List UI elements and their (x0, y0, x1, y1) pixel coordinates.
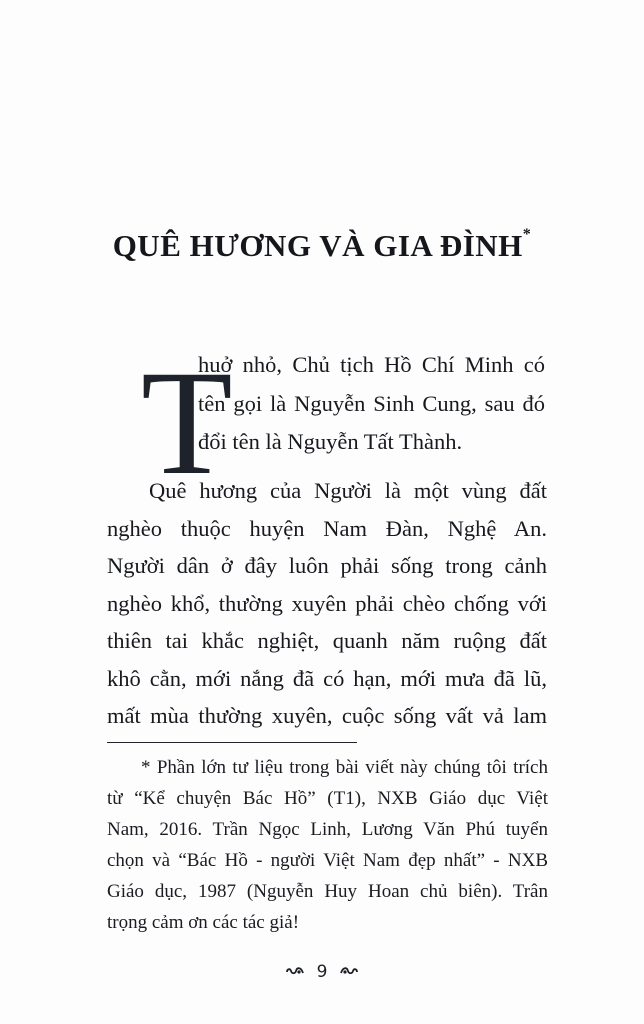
body-line: thiên tai khắc nghiệt, quanh năm ruộng đất (107, 628, 547, 653)
footnote-line: chọn và “Bác Hồ - người Việt Nam đẹp nhất” - NXB (107, 850, 548, 871)
ornament-scroll-right-icon (339, 965, 359, 981)
ornament-scroll-left-icon (285, 965, 305, 981)
intro-lines (198, 346, 545, 462)
chapter-title (0, 228, 644, 264)
intro-line: huở nhỏ, Chủ tịch Hồ Chí Minh có (198, 352, 545, 377)
drop-cap: T (141, 340, 233, 506)
footnote-line: từ “Kể chuyện Bác Hồ” (T1), NXB Giáo dục Việt (107, 788, 548, 809)
body-line: khô cằn, mới nắng đã có hạn, mới mưa đã lũ, (107, 665, 547, 691)
body-line: Người dân ở đây luôn phải sống trong cảnh (107, 553, 547, 578)
body-line: mất mùa thường xuyên, cuộc sống vất vả lam (107, 703, 547, 728)
footnote-line: * Phần lớn tư liệu trong bài viết này chúng tôi trích (141, 757, 548, 778)
chapter-title-text: QUÊ HƯƠNG VÀ GIA ĐÌNH (112, 228, 523, 263)
body-line: nghèo khổ, thường xuyên phải chèo chống với (107, 590, 547, 616)
footnote (107, 752, 548, 938)
intro-line: đổi tên là Nguyễn Tất Thành. (198, 429, 463, 454)
footnote-line: Nam, 2016. Trần Ngọc Linh, Lương Văn Phú tuyển (107, 819, 548, 840)
body-paragraph (107, 472, 547, 735)
footnote-divider (107, 742, 357, 743)
body-line: Quê hương của Người là một vùng đất (149, 478, 547, 503)
page-number: 9 (316, 962, 328, 982)
body-line: nghèo thuộc huyện Nam Đàn, Nghệ An. (107, 515, 547, 541)
footnote-marker: * (522, 226, 532, 243)
intro-line: tên gọi là Nguyễn Sinh Cung, sau đó (198, 390, 545, 416)
footnote-line: trọng cảm ơn các tác giả! (107, 912, 300, 933)
footnote-line: Giáo dục, 1987 (Nguyễn Huy Hoan chủ biên). Trân (107, 881, 548, 902)
page-number-footer (0, 962, 644, 982)
